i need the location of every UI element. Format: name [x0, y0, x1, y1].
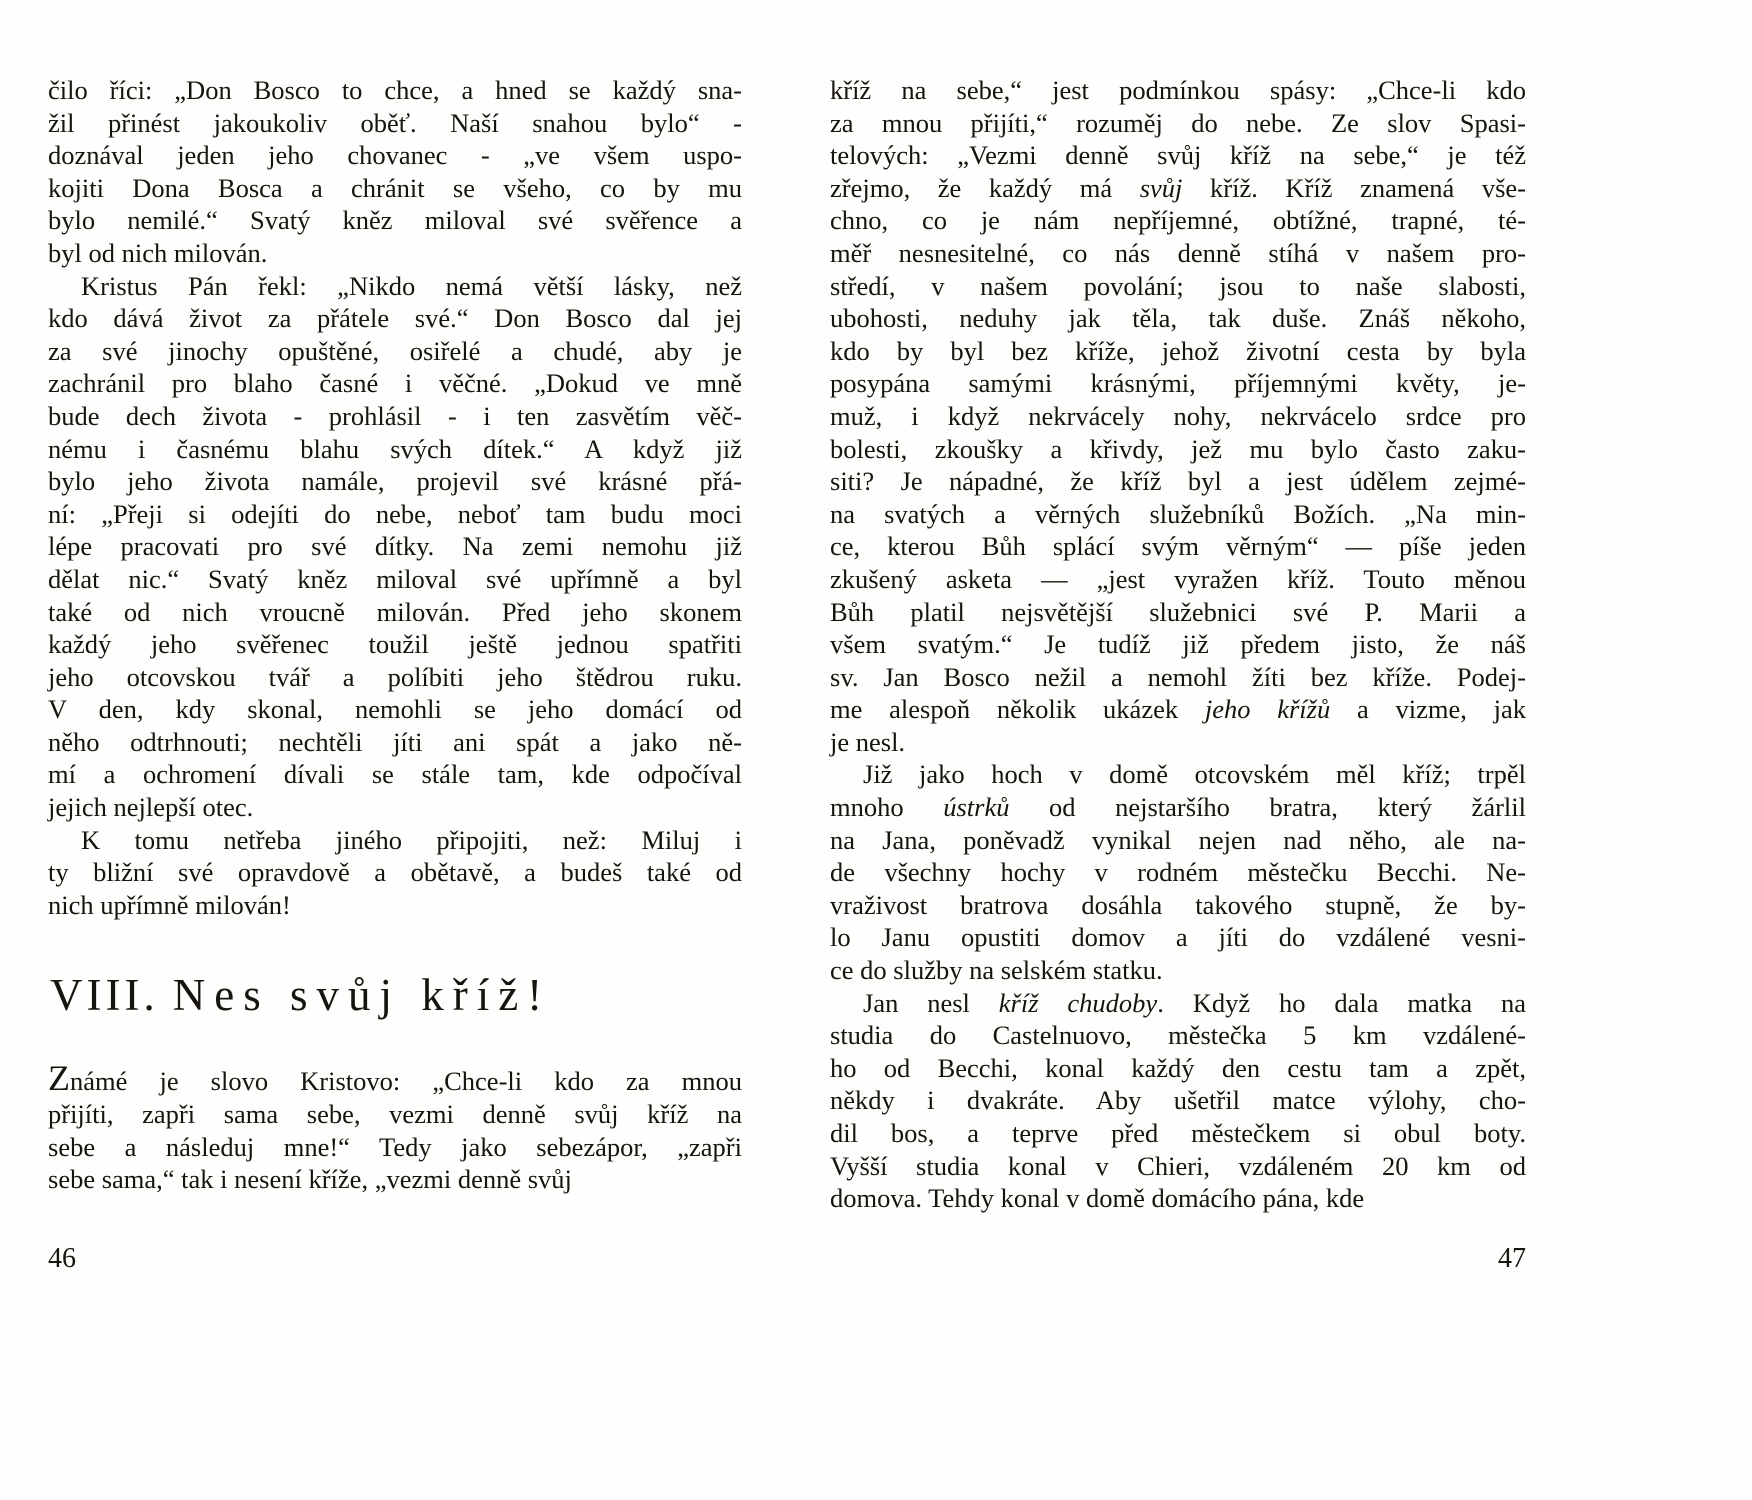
- italic-text: jeho křížů: [1204, 694, 1331, 725]
- page-right-text: [830, 74, 1526, 1215]
- text-line: Již jako hoch v domě otcovském měl kříž; trpěl: [863, 759, 1526, 790]
- text-line: muž, i když nekrvácely nohy, nekrvácelo srdce pro: [830, 400, 1526, 431]
- text-line: na svatých a věrných služebníků Božích. „Na min-: [830, 498, 1526, 529]
- text-line: kdo by byl bez kříže, jehož životní cesta by byla: [830, 335, 1526, 366]
- text-line: dělat nic.“ Svatý kněz miloval své upřímně a byl: [48, 563, 742, 594]
- text-line: K tomu netřeba jiného připojiti, než: Miluj i: [81, 824, 742, 855]
- text-line: ní: „Přeji si odejíti do nebe, neboť tam budu moci: [48, 498, 742, 529]
- text-line: zkušený asketa — „jest vyražen kříž. Touto měnou: [830, 563, 1526, 594]
- text-line: jejich nejlepší otec.: [48, 792, 254, 823]
- text-line: bylo jeho života namále, projevil své krásné přá-: [48, 466, 742, 497]
- text-line: nich upřímně milován!: [48, 889, 291, 920]
- text-line: zřejmo, že každý má svůj kříž. Kříž znamená vše-: [830, 172, 1526, 203]
- text-line: na Jana, poněvadž vynikal nejen nad něho, ale na-: [830, 824, 1526, 855]
- text-line: byl od nich milován.: [48, 237, 268, 268]
- text-line: za mnou přijíti,“ rozuměj do nebe. Ze slov Spasi-: [830, 107, 1526, 138]
- paragraph: [48, 824, 742, 922]
- text-line: kojiti Dona Bosca a chránit se všeho, co by mu: [48, 172, 742, 203]
- text-line: ty bližní své opravdově a obětavě, a budeš také od: [48, 857, 742, 888]
- text-line: telových: „Vezmi denně svůj kříž na sebe,“ je též: [830, 140, 1526, 171]
- text-line: přijíti, zapři sama sebe, vezmi denně svůj kříž na: [48, 1099, 742, 1130]
- text-line: Jan nesl kříž chudoby. Když ho dala matka na: [863, 987, 1527, 1018]
- text-line: kdo dává život za přátele své.“ Don Bosco dal jej: [48, 303, 742, 334]
- text-line: vraživost bratrova dosáhla takového stupně, že by-: [830, 889, 1526, 920]
- text-line: dil bos, a teprve před městečkem si obul boty.: [830, 1118, 1526, 1148]
- text-line: siti? Je nápadné, že kříž byl a jest údělem zejmé-: [830, 466, 1526, 497]
- text-line: bude dech života - prohlásil - i ten zasvětím věč-: [48, 400, 742, 431]
- text-line: posypána samými krásnými, příjemnými květy, je-: [830, 368, 1526, 399]
- text-line: je nesl.: [830, 726, 906, 757]
- text-line: někdy i dvakráte. Aby ušetřil matce výlohy, cho-: [830, 1085, 1526, 1116]
- text-line: sebe a následuj mne!“ Tedy jako sebezápor, „zapři: [48, 1131, 742, 1162]
- paragraph: [830, 74, 1526, 758]
- text-line: měř nesnesitelné, co nás denně stíhá v našem pro-: [830, 237, 1526, 268]
- text-line: Kristus Pán řekl: „Nikdo nemá větší lásky, než: [81, 270, 742, 301]
- text-line: čilo říci: „Don Bosco to chce, a hned se každý sna-: [48, 75, 742, 105]
- text-line: mí a ochromení dívali se stále tam, kde odpočíval: [48, 759, 742, 790]
- text-line: jeho otcovskou tvář a políbiti jeho štědrou ruku.: [48, 661, 742, 692]
- text-line: středí, v našem povolání; jsou to naše slabosti,: [830, 270, 1526, 301]
- page-number-left: 46: [48, 1243, 76, 1274]
- text-line: Vyšší studia konal v Chieri, vzdáleném 20 km od: [830, 1150, 1526, 1181]
- text-line: sebe sama,“ tak i nesení kříže, „vezmi denně svůj: [48, 1164, 572, 1195]
- chapter-number: VIII.: [50, 970, 159, 1021]
- text-line: de všechny hochy v rodném městečku Becchi. Ne-: [830, 857, 1526, 888]
- text-line: me alespoň několik ukázek jeho křížů a vizme, jak: [830, 694, 1526, 725]
- chapter-title: Nes svůj kříž!: [172, 970, 552, 1021]
- text-line: kříž na sebe,“ jest podmínkou spásy: „Chce-li kdo: [830, 75, 1526, 105]
- text-line: chno, co je nám nepříjemné, obtížné, trapné, té-: [830, 205, 1526, 236]
- paragraph: [48, 1058, 742, 1195]
- text-line: Známé je slovo Kristovo: „Chce-li kdo za mnou: [48, 1058, 742, 1099]
- text-line: za své jinochy opuštěné, osiřelé a chudé, aby je: [48, 335, 742, 366]
- text-line: lépe pracovati pro své dítky. Na zemi nemohu již: [48, 531, 742, 562]
- text-line: nému i časnému blahu svých dítek.“ A když již: [48, 433, 742, 464]
- italic-text: ústrků: [943, 792, 1010, 823]
- page-left-text: [48, 74, 742, 1196]
- text-line: V den, kdy skonal, nemohli se jeho domácí od: [48, 694, 742, 725]
- text-line: ce do služby na selském statku.: [830, 955, 1163, 986]
- text-line: sv. Jan Bosco nežil a nemohl žíti bez kříže. Podej-: [830, 661, 1526, 692]
- text-line: ce, kterou Bůh splácí svým věrným“ — píše jeden: [830, 531, 1526, 562]
- initial-capital: Z: [48, 1058, 70, 1099]
- paragraph: [48, 74, 742, 270]
- text-line: také od nich vroucně milován. Před jeho skonem: [48, 596, 742, 627]
- text-line: Bůh platil nejsvětější služebnici své P. Marii a: [830, 596, 1526, 627]
- chapter-heading: [50, 969, 742, 1021]
- text-line: lo Janu opustiti domov a jíti do vzdálené vesni-: [830, 922, 1526, 953]
- text-line: něho odtrhnouti; nechtěli jíti ani spát a jako ně-: [48, 726, 742, 757]
- text-line: žil přinést jakoukoliv oběť. Naší snahou bylo“ -: [48, 107, 742, 138]
- text-line: bylo nemilé.“ Svatý kněz miloval své svěřence a: [48, 205, 742, 236]
- text-line: zachránil pro blaho časné i věčné. „Dokud ve mně: [48, 368, 742, 399]
- page-number-right: 47: [1498, 1243, 1526, 1274]
- paragraph: [830, 758, 1526, 986]
- text-line: studia do Castelnuovo, městečka 5 km vzdálené-: [830, 1020, 1526, 1051]
- text-line: všem svatým.“ Je tudíž již předem jisto, že náš: [830, 629, 1526, 660]
- text-line: domova. Tehdy konal v domě domácího pána, kde: [830, 1183, 1365, 1214]
- text-line: bolesti, zkoušky a křivdy, jež mu bylo často zaku-: [830, 433, 1526, 464]
- paragraph: [48, 270, 742, 824]
- text-line: doznával jeden jeho chovanec - „ve všem uspo-: [48, 140, 742, 171]
- italic-text: kříž chudoby: [998, 987, 1158, 1018]
- page-left: [48, 0, 742, 1500]
- text-line: ubohosti, neduhy jak těla, tak duše. Znáš někoho,: [830, 303, 1526, 334]
- text-line: každý jeho svěřenec toužil ještě jednou spatřiti: [48, 629, 742, 660]
- paragraph: [830, 987, 1526, 1215]
- text-line: ho od Becchi, konal každý den cestu tam a zpět,: [830, 1052, 1526, 1083]
- italic-text: svůj: [1139, 172, 1183, 203]
- text-line: mnoho ústrků od nejstaršího bratra, který žárlil: [830, 792, 1526, 823]
- page-right: [830, 0, 1526, 1500]
